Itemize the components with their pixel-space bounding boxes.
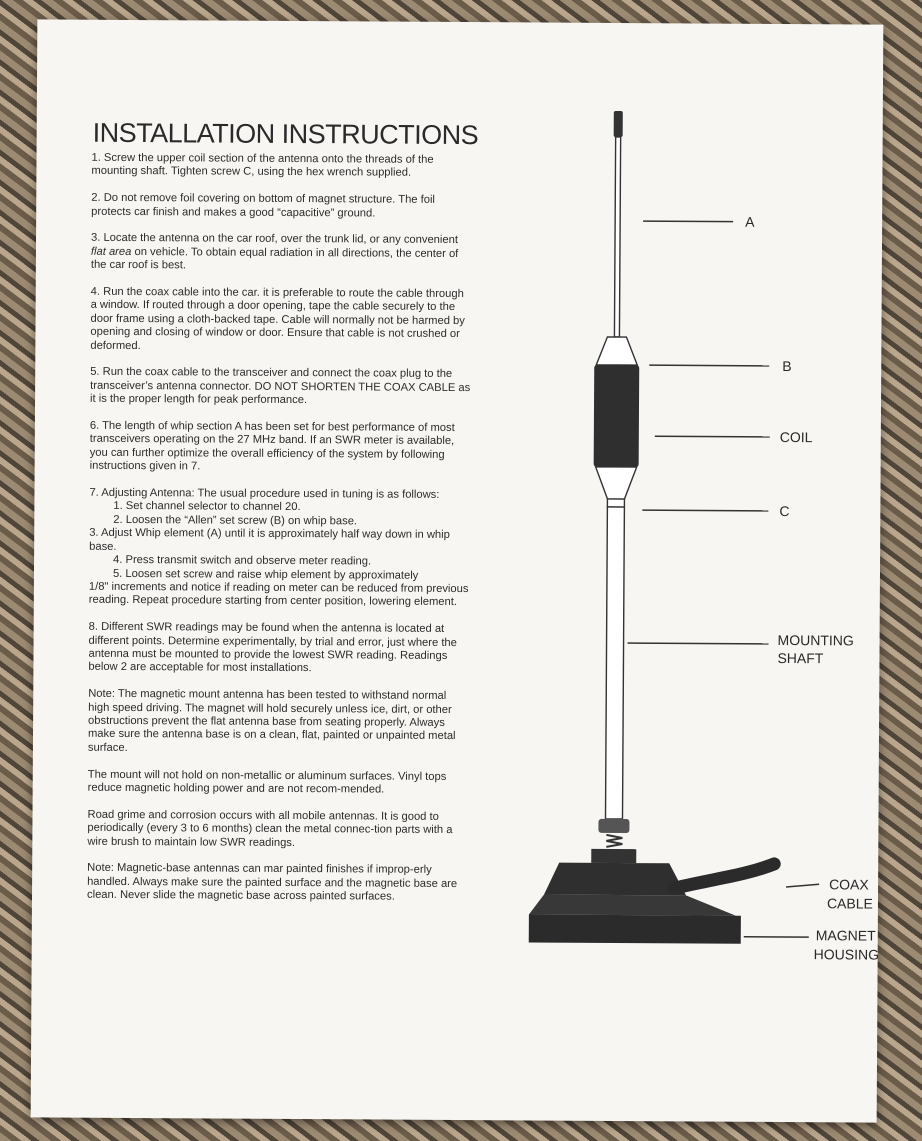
step-6: 6. The length of whip section A has been set for best performance of most transceivers operating on the 27 MHz band. If an SWR meter is available, you can further optimize the overall efficiency of the system by following instructions given in 7. [89, 419, 455, 473]
whip-tip [614, 111, 623, 137]
set-screw-collar [607, 499, 624, 507]
step-7-sub-2: 2. Loosen the “Allen” set screw (B) on whip base. [113, 513, 358, 528]
label-mounting: MOUNTING [777, 631, 854, 649]
base-housing-top [529, 894, 736, 915]
note-corrosion: Road grime and corrosion occurs with all mobile antennas. It is good to periodically (every 3 to 6 months) clean the metal connec-tion parts with a wire brush to maintain low SWR readings. [87, 808, 453, 849]
base-dome [544, 863, 686, 896]
coil-body [594, 365, 640, 467]
note-surfaces: The mount will not hold on non-metallic or aluminum surfaces. Vinyl tops reduce magnetic holding power and are not recom-mended. [87, 768, 447, 796]
step-5: 5. Run the coax cable to the transceiver and connect the coax plug to the transceiver’s antenna connector. DO NOT SHORTEN THE COAX CABLE as it is the proper length for peak performance. [90, 366, 471, 407]
thread-nut [598, 819, 629, 833]
step-3 [91, 232, 473, 275]
step-4: 4. Run the coax cable into the car. it is preferable to route the cable through a window. If routed through a door opening, tape the cable securely to the door frame using a cloth-backed tape. Cable will normally not be harmed by opening and closing of window or door. Ensure that cable is not crushed or deformed. [90, 285, 465, 352]
label-shaft: SHAFT [777, 649, 824, 667]
mounting-shaft [605, 507, 624, 819]
whip-element [614, 137, 620, 337]
antenna-diagram [474, 102, 880, 963]
coax-cable [674, 863, 774, 889]
upper-ferrule [596, 337, 637, 365]
instructions-body [87, 152, 474, 918]
step-8: 8. Different SWR readings may be found when the antenna is located at different points. Determine experimentally, by trial and error, just where the antenna must be mounted to provide the lowest SWR reading. Readings below 2 are acceptable for most installations. [88, 620, 457, 675]
step-1: 1. Screw the upper coil section of the antenna onto the threads of the mounting shaft. Tighten screw C, using the hex wrench supplied. [91, 151, 434, 180]
base-cap [591, 849, 636, 863]
note-paint: Note: Magnetic-base antennas can mar painted finishes if improp-erly handled. Always make sure the painted surface and the magnetic base are clean. Never slide the magnetic base across painted surfaces. [86, 862, 458, 903]
label-magnet: MAGNET [815, 927, 876, 944]
label-coil: COIL [779, 428, 813, 446]
note-mount: Note: The magnetic mount antenna has been tested to withstand normal high speed driving. The magnet will hold securely unless ice, dirt, or other obstructions prevent the flat antenna base from seating properly. Always make sure the antenna base is on a clean, flat, painted or unpainted metal surface. [87, 687, 456, 754]
step-7-sub-5a: 5. Loosen set screw and raise whip element by approximately [112, 567, 419, 582]
step-7-sub-5b: 1/8" increments and notice if reading on meter can be reduced from previous reading. Repeat procedure starting from center position, lowering element. [88, 580, 469, 609]
step-7-sub-4: 4. Press transmit switch and observe meter reading. [113, 553, 372, 568]
label-a: A [745, 213, 755, 230]
step-7-sub-3: 3. Adjust Whip element (A) until it is approximately half way down in whip base. [89, 527, 450, 553]
label-cable: CABLE [826, 895, 873, 912]
magnet-housing [529, 914, 741, 943]
step-2: 2. Do not remove foil covering on bottom of magnet structure. The foil protects car finish and makes a good “capacitive” ground. [91, 191, 435, 220]
step-3-text-b: on vehicle. To obtain equal radiation in all directions, the center of the car roof is best. [90, 245, 459, 272]
instruction-sheet [31, 19, 884, 1122]
label-c: C [779, 502, 790, 520]
step-3-emphasis: flat area [90, 245, 132, 258]
label-coax: COAX [829, 876, 869, 893]
thread-spring [606, 835, 622, 847]
label-housing: HOUSING [813, 946, 880, 963]
step-7-sub-1: 1. Set channel selector to channel 20. [113, 500, 301, 514]
lower-ferrule [595, 467, 636, 499]
label-b: B [782, 357, 792, 375]
page-title: INSTALLATION INSTRUCTIONS [92, 117, 479, 151]
step-3-text-a: 3. Locate the antenna on the car roof, over the trunk lid, or any convenient [90, 232, 458, 247]
step-7-intro: 7. Adjusting Antenna: The usual procedure used in tuning is as follows: [89, 486, 440, 501]
